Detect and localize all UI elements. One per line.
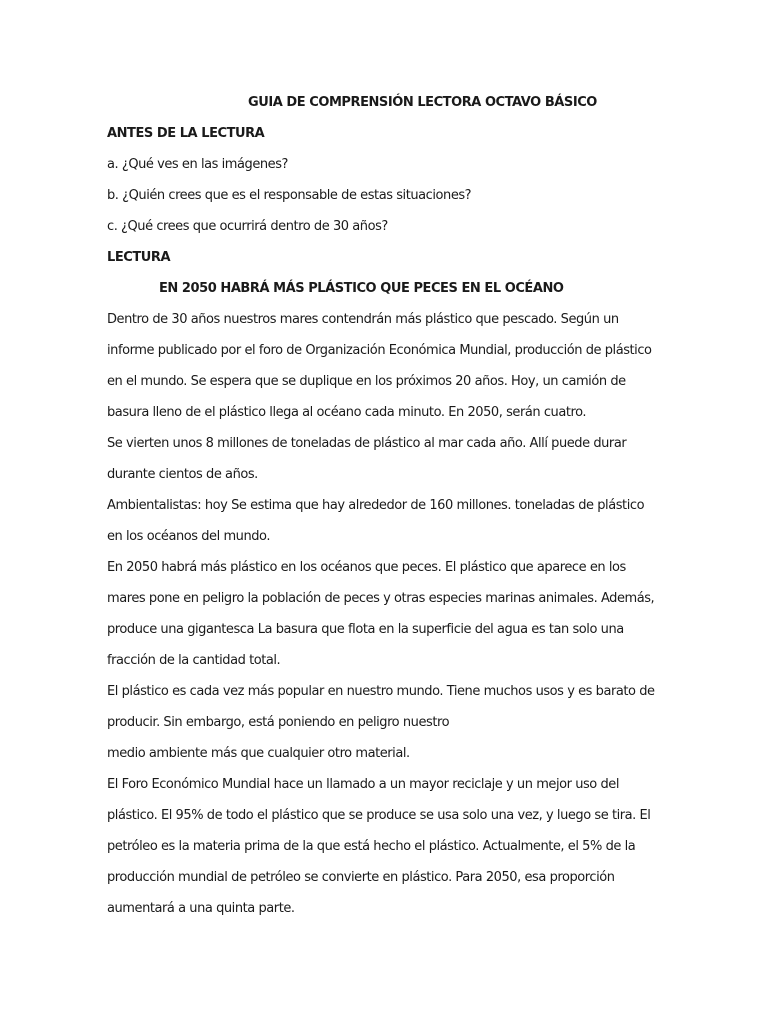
- body-line: Se vierten unos 8 millones de toneladas de plástico al mar cada año. Allí puede durar: [107, 436, 627, 451]
- question-a: a. ¿Qué ves en las imágenes?: [107, 157, 288, 172]
- body-line: fracción de la cantidad total.: [107, 653, 281, 668]
- body-line: produce una gigantesca La basura que flota en la superficie del agua es tan solo una: [107, 622, 624, 637]
- body-line: Dentro de 30 años nuestros mares contendrán más plástico que pescado. Según un: [107, 312, 619, 327]
- body-line: El Foro Económico Mundial hace un llamado a un mayor reciclaje y un mejor uso del: [107, 777, 620, 792]
- section-heading-antes: ANTES DE LA LECTURA: [107, 126, 265, 141]
- body-line: En 2050 habrá más plástico en los océanos que peces. El plástico que aparece en los: [107, 560, 626, 575]
- body-line: informe publicado por el foro de Organización Económica Mundial, producción de plástico: [107, 343, 652, 358]
- body-line: producir. Sin embargo, está poniendo en peligro nuestro: [107, 715, 450, 730]
- body-line: mares pone en peligro la población de peces y otras especies marinas animales. Además,: [107, 591, 655, 606]
- body-line: petróleo es la materia prima de la que está hecho el plástico. Actualmente, el 5% de la: [107, 839, 636, 854]
- question-c: c. ¿Qué crees que ocurrirá dentro de 30 años?: [107, 219, 388, 234]
- body-line: medio ambiente más que cualquier otro material.: [107, 746, 410, 761]
- body-line: El plástico es cada vez más popular en nuestro mundo. Tiene muchos usos y es barato de: [107, 684, 655, 699]
- body-line: aumentará a una quinta parte.: [107, 901, 295, 916]
- body-line: en los océanos del mundo.: [107, 529, 270, 544]
- body-line: basura lleno de el plástico llega al océano cada minuto. En 2050, serán cuatro.: [107, 405, 587, 420]
- body-line: producción mundial de petróleo se convierte en plástico. Para 2050, esa proporción: [107, 870, 615, 885]
- document-title: GUIA DE COMPRENSIÓN LECTORA OCTAVO BÁSICO: [248, 95, 597, 110]
- reading-title: EN 2050 HABRÁ MÁS PLÁSTICO QUE PECES EN EL OCÉANO: [159, 281, 564, 296]
- body-line: durante cientos de años.: [107, 467, 258, 482]
- body-line: Ambientalistas: hoy Se estima que hay alrededor de 160 millones. toneladas de plástico: [107, 498, 645, 513]
- section-heading-lectura: LECTURA: [107, 250, 171, 265]
- body-line: en el mundo. Se espera que se duplique en los próximos 20 años. Hoy, un camión de: [107, 374, 626, 389]
- body-line: plástico. El 95% de todo el plástico que se produce se usa solo una vez, y luego se tira. El: [107, 808, 651, 823]
- question-b: b. ¿Quién crees que es el responsable de estas situaciones?: [107, 188, 472, 203]
